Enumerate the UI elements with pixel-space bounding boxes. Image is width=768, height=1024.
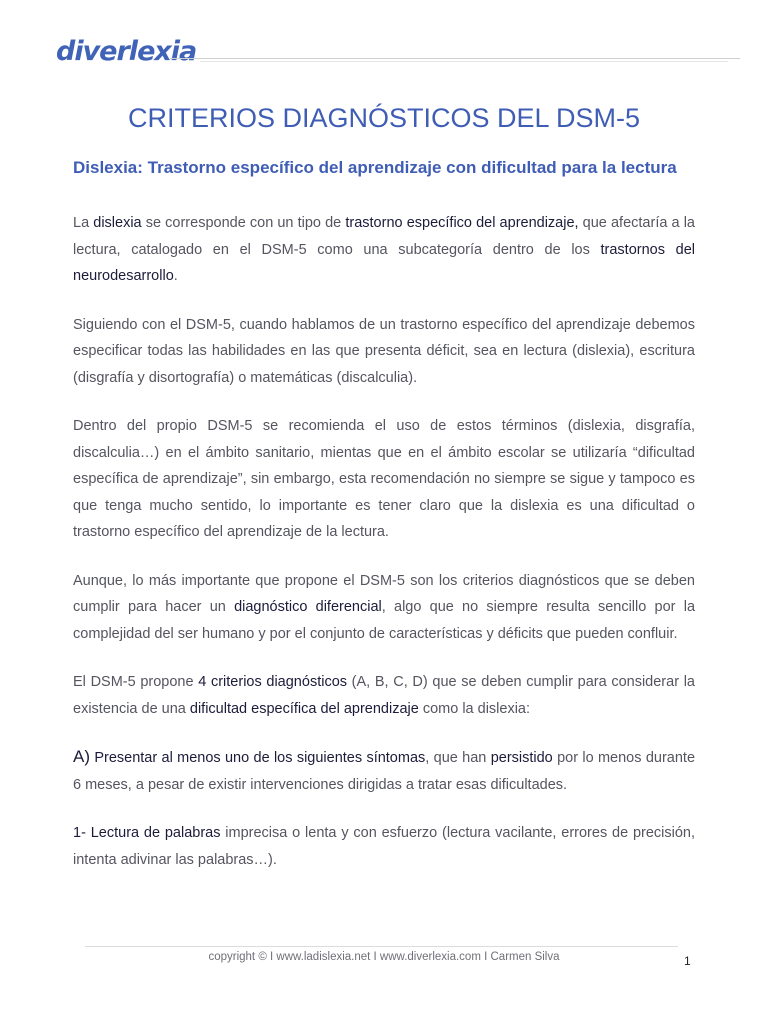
- highlight-dificultad-especifica: dificultad específica del aprendizaje: [189, 700, 419, 717]
- paragraph-terminos: Dentro del propio DSM-5 se recomienda el uso de estos términos (dislexia, disgrafía, discalculia…) en el ámbito sanitario, mientas que en el ámbito escolar se utilizaría “dificultad específica de aprendizaje”, sin embargo, esta recomendación no siempre se sigue y tampoco es que tenga mucho sentido, lo importante es tener claro que la dislexia es una dificultad o trastorno específico del aprendizaje de la lectura.: [73, 418, 695, 540]
- page-number: 1: [684, 954, 691, 968]
- paragraph-habilidades: Siguiendo con el DSM-5, cuando hablamos de un trastorno específico del aprendizaje debemos especificar todas las habilidades en las que presenta déficit, sea en lectura (dislexia), escritura (disgrafía y disortografía) o matemáticas (discalculia).: [73, 316, 695, 386]
- footer-divider: [85, 946, 678, 947]
- paragraph-criterios-intro: Aunque, lo más importante que propone el DSM-5 son los criterios diagnósticos que se deben cumplir para hacer un diagnóstico diferencial, algo que no siempre resulta sencillo por la complejidad del ser humano y por el conjunto de características y déficits que pueden confluir.: [73, 572, 696, 642]
- page-header: [0, 28, 768, 78]
- highlight-persistido: persistido: [490, 750, 553, 766]
- criterion-a-letter: A): [73, 747, 90, 766]
- page-subtitle: Dislexia: Trastorno específico del aprendizaje con dificultad para la lectura: [73, 158, 677, 177]
- footer-copyright: copyright © I www.ladislexia.net I www.diverlexia.com I Carmen Silva: [208, 951, 560, 963]
- header-divider: [170, 58, 740, 59]
- highlight-4-criterios: 4 criterios diagnósticos: [198, 674, 348, 690]
- highlight-neurodesarrollo: trastornos del neurodesarrollo: [73, 241, 695, 284]
- document-body: [73, 210, 695, 895]
- paragraph-intro: La dislexia se corresponde con un tipo de trastorno específico del aprendizaje, que afectaría a la lectura, catalogado en el DSM-5 como una subcategoría dentro de los trastornos del neurodesarrollo.: [73, 215, 695, 284]
- highlight-diagnostico-diferencial: diagnóstico diferencial: [234, 599, 382, 615]
- criterion-a: A) Presentar al menos uno de los siguientes síntomas, que han persistido por lo menos durante 6 meses, a pesar de existir intervenciones dirigidas a tratar esas dificultades.: [73, 747, 696, 793]
- highlight-trastorno: trastorno específico del aprendizaje,: [345, 215, 579, 231]
- diverlexia-logo: diverlexia: [56, 36, 197, 67]
- criterion-a-item-1: 1- Lectura de palabras imprecisa o lenta y con esfuerzo (lectura vacilante, errores de precisión, intenta adivinar las palabras…).: [73, 825, 696, 868]
- highlight-lectura-palabras: Lectura de palabras: [90, 825, 221, 841]
- highlight-sintomas: Presentar al menos uno de los siguientes síntomas: [94, 750, 426, 766]
- highlight-dislexia: dislexia: [93, 215, 142, 231]
- page-title: CRITERIOS DIAGNÓSTICOS DEL DSM-5: [127, 103, 641, 133]
- paragraph-cuatro-criterios: El DSM-5 propone 4 criterios diagnósticos (A, B, C, D) que se deben cumplir para considerar la existencia de una dificultad específica del aprendizaje como la dislexia:: [73, 674, 695, 717]
- header-divider-secondary: [200, 61, 728, 62]
